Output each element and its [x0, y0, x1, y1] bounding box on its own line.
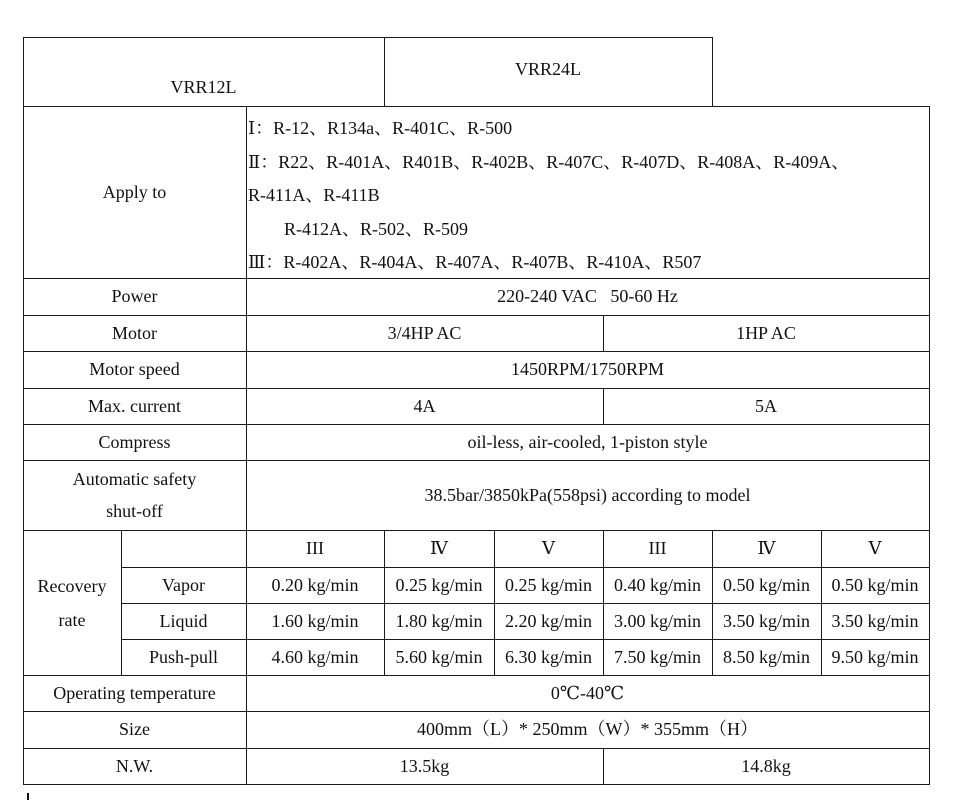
refrigerant-line: Ⅱ：R22、R-401A、R401B、R-402B、R-407C、R-407D、R-408A、R-409A、: [248, 151, 850, 172]
recovery-cell: 3.00 kg/min: [613, 610, 701, 631]
refrigerant-line: R-411A、R-411B: [248, 185, 380, 206]
recovery-cell: 0.40 kg/min: [613, 574, 701, 595]
safety-label: [23, 460, 246, 530]
recovery-cell: 8.50 kg/min: [722, 646, 810, 667]
safety-value: 38.5bar/3850kPa(558psi) according to model: [424, 484, 751, 505]
recovery-cell: 5.60 kg/min: [395, 646, 483, 667]
recovery-row-label-push-pull: Push-pull: [148, 646, 218, 667]
motor-speed-label: Motor speed: [89, 359, 180, 380]
power-value: 220-240 VAC 50-60 Hz: [497, 286, 678, 307]
net-weight-label: N.W.: [115, 755, 154, 776]
recovery-row-label-liquid: Liquid: [159, 610, 208, 631]
recovery-cell: 3.50 kg/min: [722, 610, 810, 631]
recovery-cell: 0.25 kg/min: [504, 574, 592, 595]
model-header-vrr24l: VRR24L: [514, 59, 581, 79]
recovery-class-header: III: [306, 538, 324, 559]
recovery-class-header: Ⅳ: [757, 538, 776, 559]
refrigerant-line: Ⅲ：R-402A、R-404A、R-407A、R-407B、R-410A、R507: [248, 252, 702, 273]
motor-value-vrr12l: 3/4HP AC: [387, 322, 462, 343]
recovery-label-line-1: Recovery: [37, 575, 107, 596]
recovery-cell: 7.50 kg/min: [613, 646, 701, 667]
recovery-class-header: III: [648, 538, 667, 559]
recovery-row-label-vapor: Vapor: [162, 574, 205, 595]
recovery-cell: 1.60 kg/min: [271, 610, 359, 631]
motor-speed-value: 1450RPM/1750RPM: [510, 359, 665, 380]
recovery-cell: 0.50 kg/min: [831, 574, 919, 595]
compress-value: oil-less, air-cooled, 1-piston style: [467, 431, 708, 452]
model-header-vrr12l: VRR12L: [170, 77, 237, 98]
net-weight-vrr24l: 14.8kg: [741, 755, 791, 776]
size-label: Size: [119, 719, 150, 740]
power-label: Power: [111, 286, 158, 307]
recovery-class-header: Ⅳ: [430, 538, 448, 559]
size-value: 400mm（L）* 250mm（W）* 355mm（H）: [417, 719, 758, 740]
net-weight-vrr12l: 13.5kg: [399, 755, 450, 776]
text-cursor-mark: [27, 793, 29, 800]
operating-temperature-value: 0℃-40℃: [550, 682, 625, 703]
motor-value-vrr24l: 1HP AC: [736, 322, 796, 343]
recovery-class-header: Ⅴ: [868, 538, 882, 559]
refrigerant-line: Ⅰ：R-12、R134a、R-401C、R-500: [248, 118, 513, 138]
recovery-cell: 2.20 kg/min: [504, 610, 592, 631]
recovery-cell: 0.20 kg/min: [271, 574, 359, 595]
recovery-rate-label: [23, 530, 121, 675]
max-current-value-vrr24l: 5A: [755, 395, 777, 416]
recovery-cell: 9.50 kg/min: [831, 646, 919, 667]
recovery-cell: 3.50 kg/min: [831, 610, 919, 631]
max-current-value-vrr12l: 4A: [413, 395, 436, 416]
safety-label-line-2: shut-off: [106, 501, 163, 521]
recovery-cell: 4.60 kg/min: [271, 646, 359, 667]
max-current-label: Max. current: [88, 395, 181, 416]
recovery-cell: 0.25 kg/min: [395, 574, 483, 595]
refrigerant-line: R-412A、R-502、R-509: [248, 218, 468, 239]
recovery-label-line-2: rate: [58, 609, 86, 630]
recovery-cell: 6.30 kg/min: [504, 646, 592, 667]
motor-label: Motor: [112, 322, 157, 343]
recovery-cell: 1.80 kg/min: [395, 610, 483, 631]
apply-to-label: Apply to: [102, 181, 167, 202]
recovery-cell: 0.50 kg/min: [722, 574, 810, 595]
apply-to-refrigerant-list: [248, 112, 938, 280]
compress-label: Compress: [98, 431, 171, 452]
recovery-class-header: Ⅴ: [542, 538, 555, 559]
operating-temperature-label: Operating temperature: [53, 682, 216, 703]
safety-label-line-1: Automatic safety: [72, 469, 197, 489]
